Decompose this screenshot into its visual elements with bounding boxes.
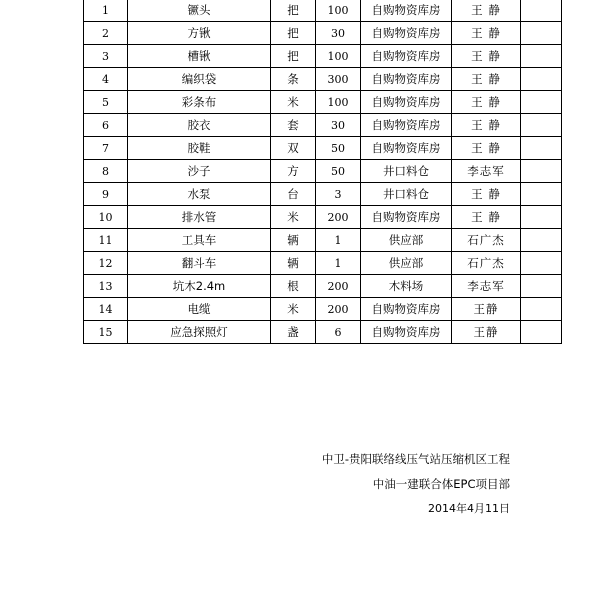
footer-date: 2014年4月11日 <box>428 502 510 515</box>
cell-location: 井口料仓 <box>361 183 452 206</box>
cell-location: 自购物资库房 <box>361 45 452 68</box>
cell-name: 槽锹 <box>128 45 271 68</box>
cell-location: 自购物资库房 <box>361 68 452 91</box>
cell-remark <box>521 0 562 22</box>
cell-name: 电缆 <box>128 298 271 321</box>
cell-quantity: 3 <box>316 183 361 206</box>
cell-name: 胶鞋 <box>128 137 271 160</box>
cell-quantity: 100 <box>316 0 361 22</box>
cell-location: 自购物资库房 <box>361 298 452 321</box>
cell-quantity: 100 <box>316 45 361 68</box>
cell-quantity: 200 <box>316 298 361 321</box>
cell-person: 李志军 <box>452 275 521 298</box>
cell-name: 胶衣 <box>128 114 271 137</box>
cell-location: 自购物资库房 <box>361 22 452 45</box>
cell-name: 沙子 <box>128 160 271 183</box>
cell-remark <box>521 275 562 298</box>
cell-person: 王 静 <box>452 0 521 22</box>
cell-no: 13 <box>84 275 128 298</box>
cell-quantity: 1 <box>316 252 361 275</box>
cell-unit: 把 <box>271 45 316 68</box>
cell-name: 翻斗车 <box>128 252 271 275</box>
cell-location: 自购物资库房 <box>361 321 452 344</box>
table-row <box>84 114 562 137</box>
cell-quantity: 1 <box>316 229 361 252</box>
cell-no: 10 <box>84 206 128 229</box>
cell-name: 应急探照灯 <box>128 321 271 344</box>
cell-quantity: 50 <box>316 160 361 183</box>
cell-name: 坑木2.4m <box>128 275 271 298</box>
table-row <box>84 0 562 22</box>
cell-location: 自购物资库房 <box>361 91 452 114</box>
cell-no: 3 <box>84 45 128 68</box>
cell-location: 自购物资库房 <box>361 114 452 137</box>
table-row <box>84 160 562 183</box>
emergency-supplies-table <box>83 0 562 344</box>
cell-unit: 方 <box>271 160 316 183</box>
cell-location: 自购物资库房 <box>361 137 452 160</box>
table-row <box>84 137 562 160</box>
cell-unit: 盏 <box>271 321 316 344</box>
cell-unit: 米 <box>271 206 316 229</box>
cell-no: 5 <box>84 91 128 114</box>
cell-unit: 辆 <box>271 252 316 275</box>
cell-location: 井口料仓 <box>361 160 452 183</box>
cell-unit: 把 <box>271 0 316 22</box>
cell-no: 7 <box>84 137 128 160</box>
cell-quantity: 30 <box>316 114 361 137</box>
cell-no: 4 <box>84 68 128 91</box>
cell-name: 镢头 <box>128 0 271 22</box>
cell-location: 木料场 <box>361 275 452 298</box>
cell-remark <box>521 45 562 68</box>
cell-no: 1 <box>84 0 128 22</box>
cell-no: 2 <box>84 22 128 45</box>
cell-name: 编织袋 <box>128 68 271 91</box>
cell-person: 王 静 <box>452 183 521 206</box>
cell-remark <box>521 298 562 321</box>
cell-person: 王静 <box>452 321 521 344</box>
cell-no: 9 <box>84 183 128 206</box>
cell-person: 王静 <box>452 298 521 321</box>
cell-person: 王 静 <box>452 137 521 160</box>
cell-remark <box>521 183 562 206</box>
table-row <box>84 183 562 206</box>
table-row <box>84 252 562 275</box>
cell-name: 工具车 <box>128 229 271 252</box>
cell-quantity: 50 <box>316 137 361 160</box>
cell-remark <box>521 229 562 252</box>
cell-location: 自购物资库房 <box>361 206 452 229</box>
cell-remark <box>521 206 562 229</box>
cell-location: 自购物资库房 <box>361 0 452 22</box>
cell-unit: 条 <box>271 68 316 91</box>
table-row <box>84 22 562 45</box>
table-row <box>84 229 562 252</box>
cell-remark <box>521 114 562 137</box>
footer-department: 中油一建联合体EPC项目部 <box>372 477 510 491</box>
cell-person: 王 静 <box>452 206 521 229</box>
cell-quantity: 30 <box>316 22 361 45</box>
cell-name: 排水管 <box>128 206 271 229</box>
cell-name: 水泵 <box>128 183 271 206</box>
cell-quantity: 200 <box>316 206 361 229</box>
cell-no: 11 <box>84 229 128 252</box>
cell-name: 彩条布 <box>128 91 271 114</box>
cell-quantity: 300 <box>316 68 361 91</box>
cell-remark <box>521 252 562 275</box>
cell-quantity: 6 <box>316 321 361 344</box>
cell-no: 15 <box>84 321 128 344</box>
cell-unit: 辆 <box>271 229 316 252</box>
cell-location: 供应部 <box>361 229 452 252</box>
cell-unit: 台 <box>271 183 316 206</box>
cell-quantity: 200 <box>316 275 361 298</box>
cell-no: 14 <box>84 298 128 321</box>
cell-person: 王 静 <box>452 91 521 114</box>
cell-unit: 根 <box>271 275 316 298</box>
cell-unit: 双 <box>271 137 316 160</box>
cell-location: 供应部 <box>361 252 452 275</box>
cell-name: 方锹 <box>128 22 271 45</box>
cell-remark <box>521 321 562 344</box>
cell-remark <box>521 160 562 183</box>
cell-unit: 米 <box>271 298 316 321</box>
cell-person: 石广杰 <box>452 252 521 275</box>
cell-no: 8 <box>84 160 128 183</box>
table-body <box>84 0 562 344</box>
cell-person: 王 静 <box>452 45 521 68</box>
table-row <box>84 68 562 91</box>
cell-quantity: 100 <box>316 91 361 114</box>
cell-no: 12 <box>84 252 128 275</box>
table-row <box>84 206 562 229</box>
footer-project: 中卫-贵阳联络线压气站压缩机区工程 <box>321 452 510 466</box>
table-row <box>84 45 562 68</box>
cell-person: 王 静 <box>452 22 521 45</box>
cell-remark <box>521 137 562 160</box>
table-row <box>84 298 562 321</box>
cell-person: 王 静 <box>452 68 521 91</box>
cell-remark <box>521 91 562 114</box>
table-row <box>84 91 562 114</box>
cell-person: 李志军 <box>452 160 521 183</box>
cell-unit: 米 <box>271 91 316 114</box>
cell-person: 石广杰 <box>452 229 521 252</box>
cell-no: 6 <box>84 114 128 137</box>
cell-unit: 把 <box>271 22 316 45</box>
table-row <box>84 321 562 344</box>
table-row <box>84 275 562 298</box>
cell-remark <box>521 68 562 91</box>
cell-person: 王 静 <box>452 114 521 137</box>
cell-remark <box>521 22 562 45</box>
cell-unit: 套 <box>271 114 316 137</box>
